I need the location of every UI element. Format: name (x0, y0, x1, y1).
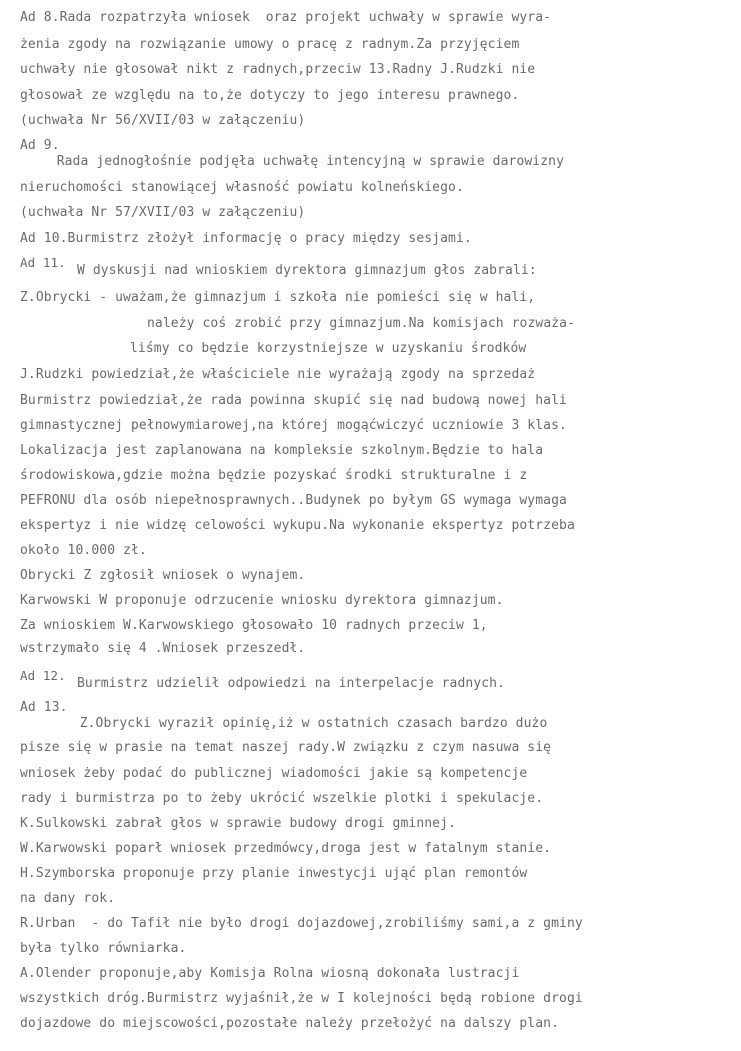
text-line: Z.Obrycki - uważam,że gimnazjum i szkoła nie pomieści się w hali, (20, 290, 536, 305)
text-line: Lokalizacja jest zaplanowana na kompleksie szkolnym.Będzie to hala (20, 443, 544, 458)
text-line: W.Karwowski poparł wniosek przedmówcy,droga jest w fatalnym stanie. (20, 841, 552, 856)
text-line: Rada jednogłośnie podjęła uchwałę intencyjną w sprawie darowizny (25, 154, 565, 169)
text-line: Za wnioskiem W.Karwowskiego głosowało 10 radnych przeciw 1, (20, 618, 488, 633)
text-line: (uchwała Nr 57/XVII/03 w załączeniu) (20, 205, 306, 220)
text-line: Burmistrz udzielił odpowiedzi na interpelacje radnych. (77, 676, 506, 691)
text-line: Ad 10.Burmistrz złożył informację o pracy między sesjami. (20, 231, 472, 246)
text-line: (uchwała Nr 56/XVII/03 w załączeniu) (20, 113, 306, 128)
text-line: nieruchomości stanowiącej własność powiatu kolneńskiego. (20, 180, 464, 195)
text-line: A.Olender proponuje,aby Komisja Rolna wiosną dokonała lustracji (20, 966, 520, 981)
text-line: Ad 9. (20, 138, 60, 153)
text-line: na dany rok. (20, 891, 116, 906)
text-line: była tylko równiarka. (20, 941, 187, 956)
text-line: Obrycki Z zgłosił wniosek o wynajem. (20, 568, 306, 583)
text-line: H.Szymborska proponuje przy planie inwestycji ująć plan remontów (20, 866, 528, 881)
text-line: Ad 13. (20, 700, 68, 715)
text-line: wstrzymało się 4 .Wniosek przeszedł. (20, 641, 306, 656)
text-line: pisze się w prasie na temat naszej rady.W związku z czym nasuwa się (20, 740, 552, 755)
text-line: Ad 11. (20, 255, 66, 270)
text-line: środowiskowa,gdzie można będzie pozyskać środki strukturalne i z (20, 468, 528, 483)
text-line: około 10.000 zł. (20, 543, 147, 558)
text-line: R.Urban - do Tafił nie było drogi dojazdowej,zrobiliśmy sami,a z gminy (20, 916, 583, 931)
text-line: liśmy co będzie korzystniejsze w uzyskaniu środków (130, 341, 527, 356)
text-line: K.Sulkowski zabrał głos w sprawie budowy drogi gminnej. (20, 816, 456, 831)
text-line: Z.Obrycki wyraził opinię,iż w ostatnich czasach bardzo dużo (48, 716, 548, 731)
text-line: uchwały nie głosował nikt z radnych,przeciw 13.Radny J.Rudzki nie (20, 62, 536, 77)
text-line: PEFRONU dla osób niepełnosprawnych..Budynek po byłym GS wymaga wymaga (20, 493, 567, 508)
text-line: Burmistrz powiedział,że rada powinna skupić się nad budową nowej hali (20, 393, 567, 408)
text-line: głosował ze względu na to,że dotyczy to jego interesu prawnego. (20, 88, 520, 103)
text-line: Karwowski W proponuje odrzucenie wniosku dyrektora gimnazjum. (20, 593, 504, 608)
text-line: Ad 12. (20, 668, 66, 683)
text-line: należy coś zrobić przy gimnazjum.Na komisjach rozważa- (147, 316, 576, 331)
text-line: ekspertyz i nie widzę celowości wykupu.Na wykonanie ekspertyz potrzeba (20, 518, 575, 533)
text-line: W dyskusji nad wnioskiem dyrektora gimnazjum głos zabrali: (77, 263, 537, 278)
text-line: J.Rudzki powiedział,że właściciele nie wyrażają zgody na sprzedaż (20, 367, 536, 382)
text-line: dojazdowe do miejscowości,pozostałe należy przełożyć na dalszy plan. (20, 1016, 560, 1031)
text-line: wniosek żeby podać do publicznej wiadomości jakie są kompetencje (20, 766, 528, 781)
text-line: wszystkich dróg.Burmistrz wyjaśnił,że w I kolejności będą robione drogi (20, 991, 583, 1006)
text-line: rady i burmistrza po to żeby ukrócić wszelkie plotki i spekulacje. (20, 791, 544, 806)
text-line: żenia zgody na rozwiązanie umowy o pracę z radnym.Za przyjęciem (20, 37, 520, 52)
text-line: gimnastycznej pełnowymiarowej,na której mogąćwiczyć uczniowie 3 klas. (20, 418, 567, 433)
text-line: Ad 8.Rada rozpatrzyła wniosek oraz projekt uchwały w sprawie wyra- (20, 10, 552, 25)
